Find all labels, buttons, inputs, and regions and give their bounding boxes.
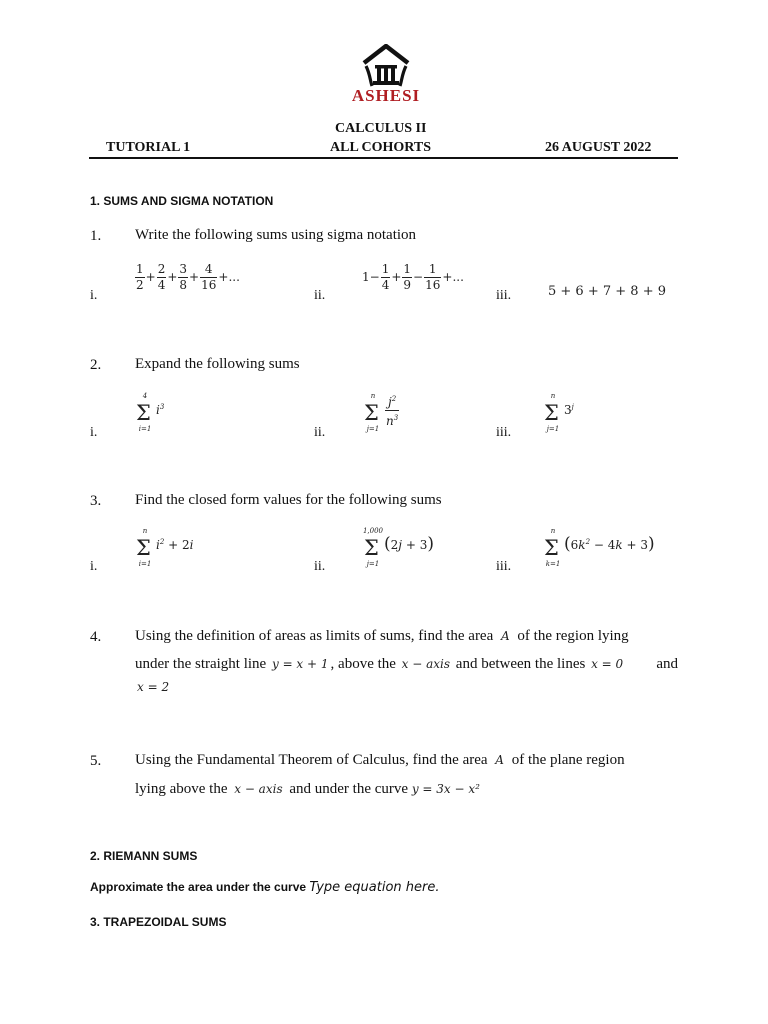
date-label: 26 AUGUST 2022 [545, 140, 652, 155]
q3-text: Find the closed form values for the following sums [135, 492, 442, 508]
q4-var-a: A [501, 629, 510, 643]
q1-number: 1. [90, 228, 102, 244]
q1-i-expression: $\frac{1}{2}$ + $\frac{2}{4}$ + $\frac{3}{8}$ + $\frac{4}{16}$ +... [136, 262, 240, 292]
q5-text-3: lying above the [135, 781, 228, 797]
q5-text-2: of the plane region [511, 752, 625, 768]
q1-iii-label: iii. [496, 288, 512, 303]
q3-ii-label: ii. [314, 559, 326, 574]
equation-placeholder[interactable]: Type equation here. [309, 880, 440, 895]
q4-text-2: of the region lying [517, 628, 629, 644]
q1-ii-label: ii. [314, 288, 326, 303]
q2-ii-expression: n Σ j=1 $\frac{j^2}{n^3}$ [364, 392, 399, 433]
q3-number: 3. [90, 493, 102, 509]
q5-var-a: A [495, 753, 504, 767]
q4-x2-equation: x = 2 [137, 680, 170, 694]
q5-x-axis: x − axis [234, 782, 283, 796]
cohorts-label: ALL COHORTS [330, 140, 432, 155]
q4-x0-equation: x = 0 [591, 657, 624, 671]
q5-text-1: Using the Fundamental Theorem of Calculus, find the area [135, 752, 488, 768]
q4-text-4: , above the [330, 656, 396, 672]
q5-line2 [135, 776, 480, 803]
q5-number: 5. [90, 753, 102, 769]
q5-curve-equation: y = 3x − x² [411, 782, 480, 796]
q3-i-label: i. [90, 559, 98, 574]
q5-line1 [135, 747, 678, 774]
q2-iii-expression: n Σ j=1 3$^j$ [544, 392, 574, 433]
q1-i-label: i. [90, 288, 98, 303]
q4-line1 [135, 623, 678, 650]
q4-number: 4. [90, 629, 102, 645]
section2-text: Approximate the area under the curve [90, 880, 307, 894]
section1-heading: 1. SUMS AND SIGMA NOTATION [90, 194, 274, 208]
header-divider [89, 157, 678, 159]
course-title: CALCULUS II [335, 121, 427, 136]
q5-text-4: and under the curve [289, 781, 409, 797]
q4-text-1: Using the definition of areas as limits of sums, find the area [135, 628, 494, 644]
q3-i-expression: n Σ i=1 $i^2 + 2i$ [136, 527, 194, 568]
section2-line [90, 880, 440, 895]
q4-text-6: and [656, 656, 678, 672]
q3-iii-label: iii. [496, 559, 512, 574]
institution-building-icon [356, 44, 416, 90]
q4-line2 [135, 651, 678, 678]
q2-iii-label: iii. [496, 425, 512, 440]
q1-iii-expression: 5 + 6 + 7 + 8 + 9 [548, 284, 666, 299]
q2-i-expression: 4 Σ i=1 $i^3$ [136, 392, 165, 433]
section2-heading: 2. RIEMANN SUMS [90, 849, 198, 863]
logo-wordmark: ASHESI [351, 86, 421, 105]
q1-ii-expression: 1− $\frac{1}{4}$ + $\frac{1}{9}$ − $\frac{1}{16}$ +... [362, 262, 464, 292]
ashesi-logo [351, 44, 421, 108]
q4-x-axis: x − axis [401, 657, 451, 671]
q4-text-5: and between the lines [455, 656, 586, 672]
q2-ii-label: ii. [314, 425, 326, 440]
q1-text: Write the following sums using sigma notation [135, 227, 417, 243]
q3-ii-expression: 1,000 Σ j=1 (2j + 3) [362, 527, 434, 568]
q3-iii-expression: n Σ k=1 $(6k^2 - 4k + 3)$ [544, 527, 655, 568]
tutorial-label: TUTORIAL 1 [106, 140, 191, 155]
q2-i-label: i. [90, 425, 98, 440]
q4-line-equation: y = x + 1 [271, 657, 329, 671]
section3-heading: 3. TRAPEZOIDAL SUMS [90, 915, 227, 929]
q2-text: Expand the following sums [135, 356, 300, 372]
q2-number: 2. [90, 357, 102, 373]
q4-text-3: under the straight line [135, 656, 267, 672]
